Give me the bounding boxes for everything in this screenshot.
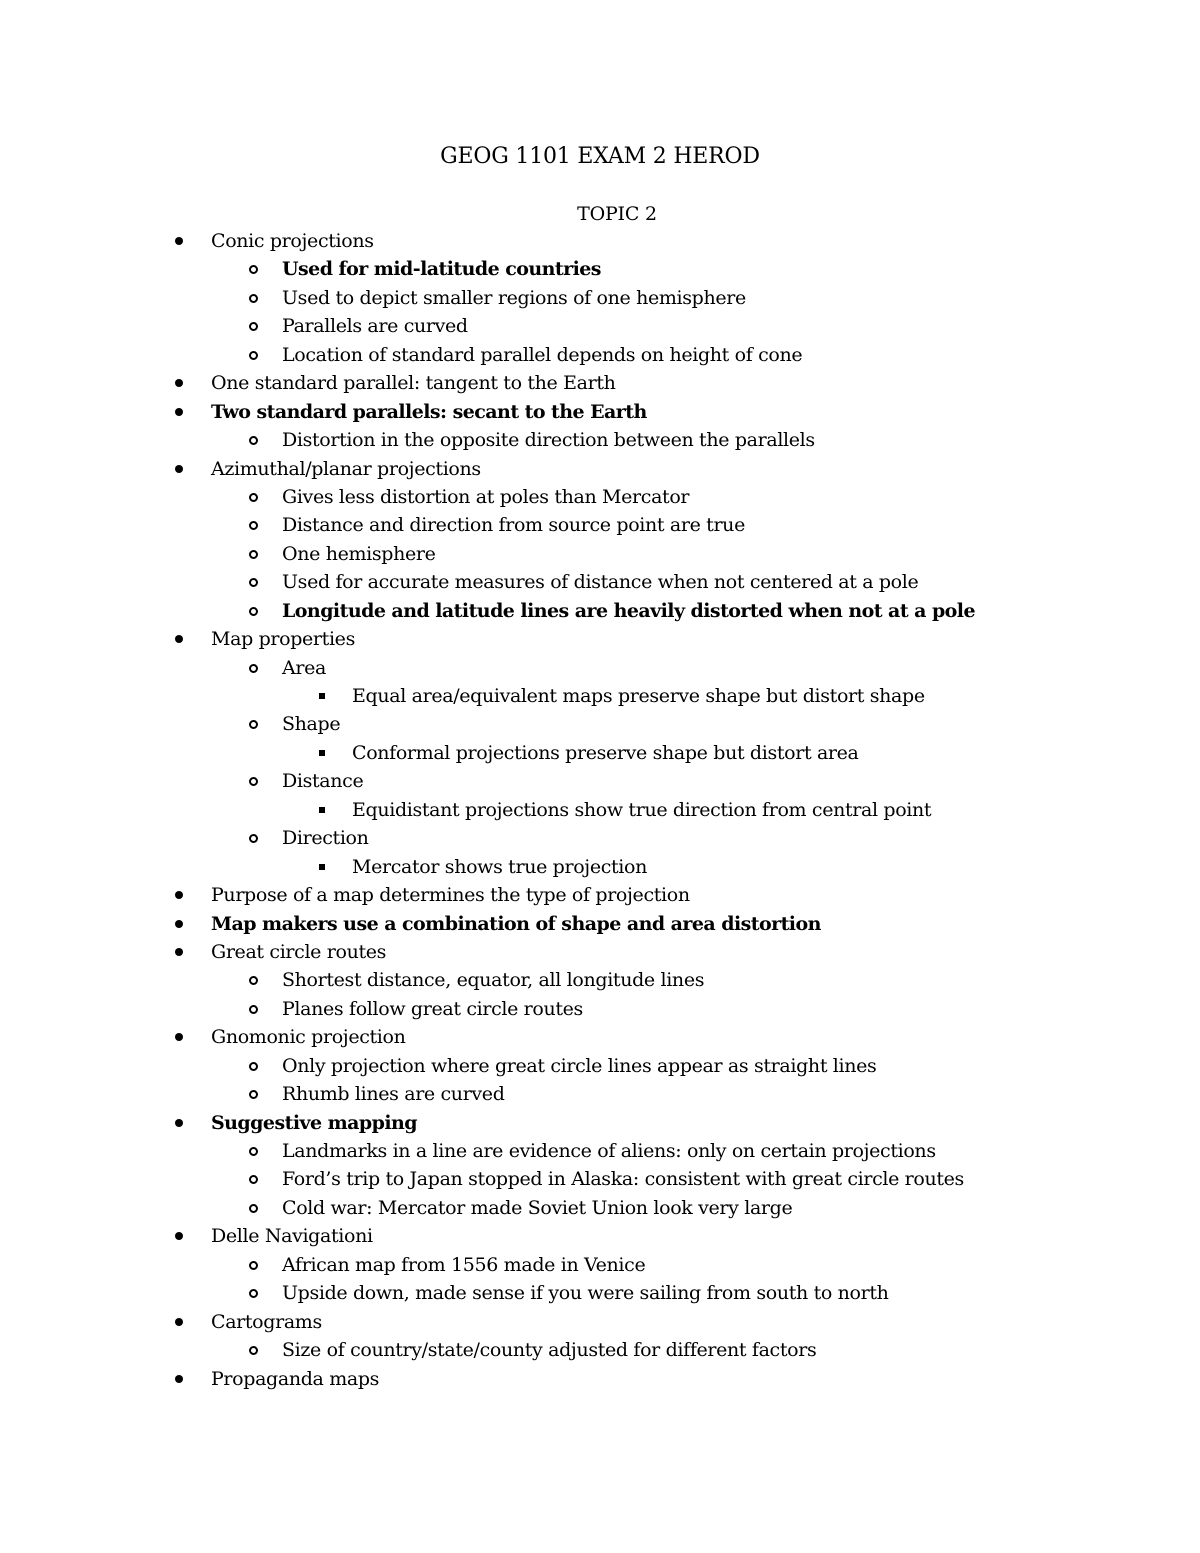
list-item-text: Size of country/state/county adjusted for different factors (282, 1339, 817, 1362)
sub-list-item (0, 995, 1200, 1023)
sub-list-item (0, 966, 1200, 994)
filled-circle-bullet-icon (175, 1119, 183, 1127)
sub-list-item (0, 483, 1200, 511)
hollow-circle-bullet-icon (249, 294, 258, 303)
hollow-circle-bullet-icon (249, 351, 258, 360)
sub-list-item (0, 597, 1200, 625)
page-title: GEOG 1101 EXAM 2 HEROD (440, 144, 760, 169)
list-item-text: Delle Navigationi (211, 1225, 373, 1248)
sub-list-item (0, 568, 1200, 596)
list-item-text: Distortion in the opposite direction between the parallels (282, 429, 815, 452)
list-item (0, 910, 1200, 938)
sub-list-item (0, 824, 1200, 852)
list-item-text: Planes follow great circle routes (282, 997, 583, 1020)
sub-list-item (0, 767, 1200, 795)
list-item-text: Area (282, 656, 326, 679)
list-item-text: Azimuthal/planar projections (211, 457, 481, 480)
filled-circle-bullet-icon (175, 635, 183, 643)
list-item (0, 881, 1200, 909)
list-item-text: Map makers use a combination of shape and area distortion (211, 912, 821, 935)
square-bullet-icon (319, 864, 325, 870)
list-item-text: Longitude and latitude lines are heavily distorted when not at a pole (282, 599, 976, 622)
sub-list-item (0, 540, 1200, 568)
filled-circle-bullet-icon (175, 1232, 183, 1240)
list-item-text: Used for mid-latitude countries (282, 258, 601, 281)
list-item-text: Suggestive mapping (211, 1111, 418, 1134)
bullet-outline (0, 227, 1200, 1393)
hollow-circle-bullet-icon (249, 550, 258, 559)
hollow-circle-bullet-icon (249, 720, 258, 729)
list-item-text: Used for accurate measures of distance when not centered at a pole (282, 571, 919, 594)
list-item-text: Gnomonic projection (211, 1026, 406, 1049)
list-item (0, 1308, 1200, 1336)
list-item (0, 1023, 1200, 1051)
list-item (0, 625, 1200, 653)
list-item-text: Landmarks in a line are evidence of aliens: only on certain projections (282, 1140, 936, 1162)
hollow-circle-bullet-icon (249, 436, 258, 445)
sub-list-item (0, 255, 1200, 283)
filled-circle-bullet-icon (175, 920, 183, 928)
filled-circle-bullet-icon (175, 237, 183, 245)
list-item-text: Location of standard parallel depends on height of cone (282, 343, 803, 366)
list-item (0, 938, 1200, 966)
hollow-circle-bullet-icon (249, 1289, 258, 1298)
list-item-text: One hemisphere (282, 542, 436, 565)
list-item-text: Distance and direction from source point are true (282, 514, 745, 537)
sub-list-item (0, 1279, 1200, 1307)
list-item-text: Cartograms (211, 1310, 322, 1333)
filled-circle-bullet-icon (175, 465, 183, 473)
hollow-circle-bullet-icon (249, 1005, 258, 1014)
sub-list-item (0, 284, 1200, 312)
square-bullet-icon (319, 807, 325, 813)
filled-circle-bullet-icon (175, 948, 183, 956)
list-item-text: Rhumb lines are curved (282, 1083, 505, 1106)
hollow-circle-bullet-icon (249, 493, 258, 502)
filled-circle-bullet-icon (175, 891, 183, 899)
hollow-circle-bullet-icon (249, 1175, 258, 1184)
sub-list-item (0, 1194, 1200, 1222)
hollow-circle-bullet-icon (249, 976, 258, 985)
list-item (0, 455, 1200, 483)
hollow-circle-bullet-icon (249, 1090, 258, 1099)
list-item-text: Cold war: Mercator made Soviet Union look very large (282, 1196, 793, 1219)
list-item-text: One standard parallel: tangent to the Earth (211, 372, 616, 395)
sub-list-item (0, 1080, 1200, 1108)
section-heading: TOPIC 2 (577, 203, 657, 225)
filled-circle-bullet-icon (175, 1033, 183, 1041)
hollow-circle-bullet-icon (249, 1204, 258, 1213)
sub-list-item (0, 1251, 1200, 1279)
list-item-text: Upside down, made sense if you were sailing from south to north (282, 1282, 889, 1305)
hollow-circle-bullet-icon (249, 664, 258, 673)
hollow-circle-bullet-icon (249, 322, 258, 331)
list-item (0, 398, 1200, 426)
list-item-text: Gives less distortion at poles than Mercator (282, 485, 690, 508)
list-item-text: Conformal projections preserve shape but distort area (352, 741, 859, 764)
sub-sub-list-item (0, 682, 1200, 710)
hollow-circle-bullet-icon (249, 578, 258, 587)
hollow-circle-bullet-icon (249, 521, 258, 530)
list-item-text: Equidistant projections show true direction from central point (352, 798, 932, 821)
list-item-text: Purpose of a map determines the type of projection (211, 884, 690, 907)
sub-list-item (0, 1052, 1200, 1080)
list-item (0, 227, 1200, 255)
hollow-circle-bullet-icon (249, 1261, 258, 1270)
list-item-text: Direction (282, 827, 369, 850)
list-item (0, 1222, 1200, 1250)
list-item (0, 1109, 1200, 1137)
sub-list-item (0, 1336, 1200, 1364)
list-item-text: African map from 1556 made in Venice (282, 1253, 646, 1276)
square-bullet-icon (319, 750, 325, 756)
square-bullet-icon (319, 693, 325, 699)
hollow-circle-bullet-icon (249, 834, 258, 843)
sub-list-item (0, 1165, 1200, 1193)
sub-list-item (0, 341, 1200, 369)
hollow-circle-bullet-icon (249, 1346, 258, 1355)
filled-circle-bullet-icon (175, 379, 183, 387)
hollow-circle-bullet-icon (249, 1147, 258, 1156)
list-item-text: Great circle routes (211, 940, 387, 963)
sub-list-item (0, 710, 1200, 738)
list-item-text: Only projection where great circle lines appear as straight lines (282, 1054, 877, 1077)
filled-circle-bullet-icon (175, 408, 183, 416)
list-item-text: Mercator shows true projection (352, 855, 648, 878)
list-item-text: Used to depict smaller regions of one hemisphere (282, 286, 746, 309)
sub-list-item (0, 312, 1200, 340)
hollow-circle-bullet-icon (249, 1062, 258, 1071)
hollow-circle-bullet-icon (249, 265, 258, 274)
list-item-text: Propaganda maps (211, 1367, 380, 1390)
sub-list-item (0, 654, 1200, 682)
list-item-text: Two standard parallels: secant to the Earth (211, 400, 647, 423)
filled-circle-bullet-icon (175, 1375, 183, 1383)
list-item-text: Map properties (211, 628, 355, 651)
sub-sub-list-item (0, 739, 1200, 767)
list-item-text: Parallels are curved (282, 315, 468, 338)
sub-list-item (0, 511, 1200, 539)
list-item-text: Distance (282, 770, 364, 793)
list-item (0, 369, 1200, 397)
list-item-text: Shortest distance, equator, all longitude lines (282, 969, 705, 992)
sub-list-item (0, 1137, 1200, 1165)
sub-sub-list-item (0, 796, 1200, 824)
sub-list-item (0, 426, 1200, 454)
hollow-circle-bullet-icon (249, 777, 258, 786)
hollow-circle-bullet-icon (249, 607, 258, 616)
list-item (0, 1365, 1200, 1393)
list-item-text: Shape (282, 713, 341, 736)
list-item-text: Equal area/equivalent maps preserve shape but distort shape (352, 685, 925, 707)
sub-sub-list-item (0, 853, 1200, 881)
list-item-text: Ford’s trip to Japan stopped in Alaska: consistent with great circle routes (282, 1168, 964, 1191)
filled-circle-bullet-icon (175, 1318, 183, 1326)
list-item-text: Conic projections (211, 230, 374, 252)
